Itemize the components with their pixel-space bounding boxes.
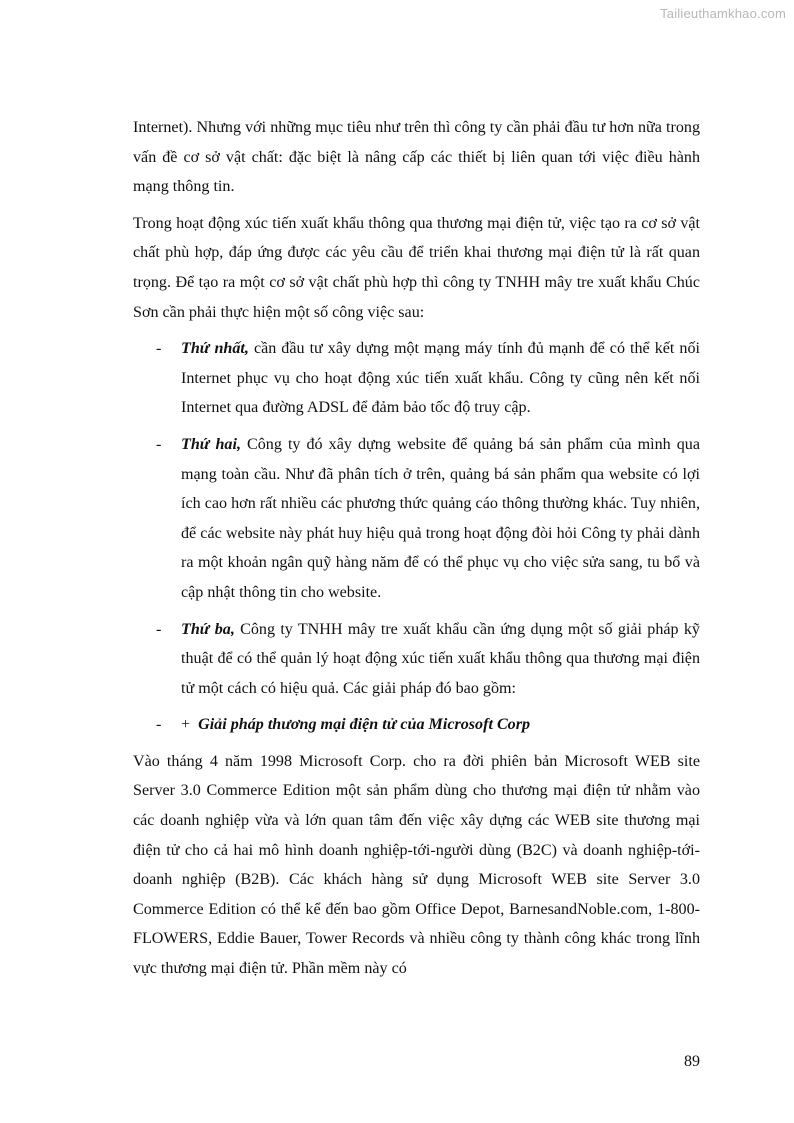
bullet-text: cần đầu tư xây dựng một mạng máy tính đủ mạnh để có thể kết nối Internet phục vụ cho hoạt động xúc tiến xuất khẩu. Công ty cũng nên kết nối Internet qua đường ADSL để đảm bảo tốc độ truy cập. xyxy=(181,340,700,417)
bullet-lead: Thứ nhất, xyxy=(181,340,249,358)
sub-heading-title: Giải pháp thương mại điện tử của Microsoft Corp xyxy=(198,716,531,734)
page-body xyxy=(133,113,700,991)
bullet-item-third xyxy=(133,615,700,704)
bullet-item-second xyxy=(133,430,700,608)
bullet-dash: - xyxy=(156,435,162,453)
paragraph-context: Trong hoạt động xúc tiến xuất khẩu thông qua thương mại điện tử, việc tạo ra cơ sở vật chất phù hợp, đáp ứng được các yêu cầu để triển khai thương mại điện tử là rất quan trọng. Để tạo ra một cơ sở vật chất phù hợp thì công ty TNHH mây tre xuất khẩu Chúc Sơn cần phải thực hiện một số công việc sau: xyxy=(133,214,700,321)
paragraph-microsoft: Vào tháng 4 năm 1998 Microsoft Corp. cho ra đời phiên bản Microsoft WEB site Server 3.0 Commerce Edition một sản phẩm dùng cho thương mại điện tử nhằm vào các doanh nghiệp vừa và lớn quan tâm đến việc xây dựng các WEB site thương mại điện tử cho cả hai mô hình doanh nghiệp-tới-người dùng (B2C) và doanh nghiệp-tới-doanh nghiệp (B2B). Các khách hàng sử dụng Microsoft WEB site Server 3.0 Commerce Edition có thể kể đến bao gồm Office Depot, BarnesandNoble.com, 1-800-FLOWERS, Eddie Bauer, Tower Records và nhiều công ty thành công khác trong lĩnh vực thương mại điện tử. Phần mềm này có xyxy=(133,752,700,978)
bullet-lead: Thứ hai, xyxy=(181,435,241,453)
bullet-dash: - xyxy=(156,620,162,638)
bullet-text: Công ty TNHH mây tre xuất khẩu cần ứng dụng một số giải pháp kỹ thuật để có thể quản lý hoạt động xúc tiến xuất khẩu thông qua thương mại điện tử một cách có hiệu quả. Các giải pháp đó bao gồm: xyxy=(181,620,700,697)
bullet-text: Công ty đó xây dựng website để quảng bá sản phẩm của mình qua mạng toàn cầu. Như đã phân tích ở trên, quảng bá sản phẩm qua website có lợi ích cao hơn rất nhiều các phương thức quảng cáo thông thường khác. Tuy nhiên, để các website này phát huy hiệu quả trong hoạt động đòi hỏi Công ty phải dành ra một khoản ngân quỹ hàng năm để có thể phục vụ cho việc sửa sang, tu bổ và cập nhật thông tin cho website. xyxy=(181,435,700,601)
paragraph-intro: Internet). Nhưng với những mục tiêu như trên thì công ty cần phải đầu tư hơn nữa trong vấn đề cơ sở vật chất: đặc biệt là nâng cấp các thiết bị liên quan tới việc điều hành mạng thông tin. xyxy=(133,119,700,196)
bullet-lead: Thứ ba, xyxy=(181,620,235,638)
sub-heading xyxy=(133,710,700,740)
page-number: 89 xyxy=(684,1053,700,1070)
sub-heading-plus: + xyxy=(181,716,191,734)
bullet-dash: - xyxy=(156,340,162,358)
watermark: Tailieuthamkhao.com xyxy=(660,6,786,21)
bullet-item-first xyxy=(133,334,700,423)
sub-heading-dash: - xyxy=(156,716,162,734)
